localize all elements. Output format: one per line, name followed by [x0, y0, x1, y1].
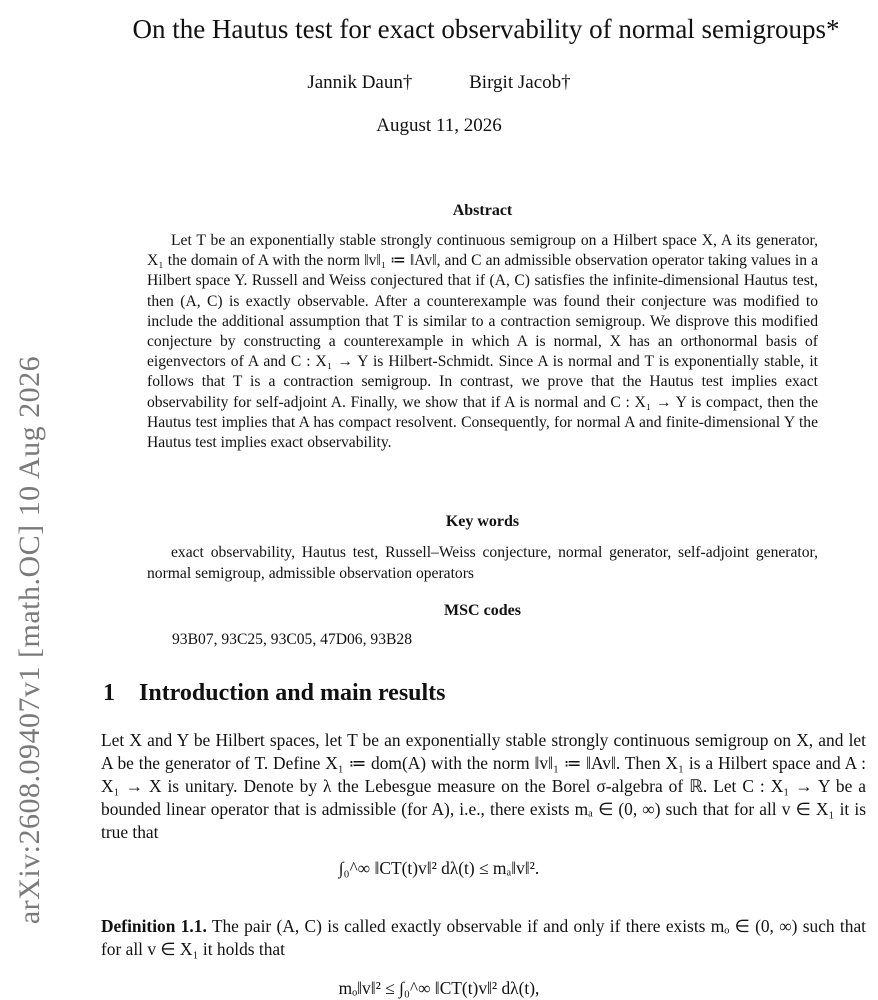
- definition-label: Definition 1.1.: [101, 916, 207, 936]
- arxiv-identifier: arXiv:2608.09407v1 [math.OC] 10 Aug 2026: [13, 355, 47, 925]
- section-number: 1: [103, 680, 115, 706]
- author-name: Jannik Daun†: [307, 72, 413, 93]
- section-title: Introduction and main results: [139, 680, 446, 706]
- msc-codes: 93B07, 93C25, 93C05, 47D06, 93B28: [172, 631, 412, 648]
- msc-heading: MSC codes: [444, 602, 521, 619]
- abstract-heading: Abstract: [452, 202, 513, 219]
- abstract-text: Let T be an exponentially stable strongly continuous semigroup on a Hilbert space X, A its generator, X₁ the domain of A with the norm ‖v‖₁ ≔ ‖Av‖, and C an admissible observation operator taking values in a Hilbert space Y. Russell and Weiss conjectured that if (A, C) satisfies the infinite-dimensional Hautus test, then (A, C) is exactly observable. After a counterexample was found their conjecture was modified to include the additional assumption that T is similar to a contraction semigroup. We disprove this modified conjecture by constructing a counterexample in which A is normal, X has an orthonormal basis of eigenvectors of A and C : X₁ → Y is Hilbert-Schmidt. Since A is normal and T is exponentially stable, it follows that T is a contraction semigroup. In contrast, we prove that the Hautus test implies exact observability for self-adjoint A. Finally, we show that if A is normal and C : X₁ → Y is compact, then the Hautus test implies that A has compact resolvent. Consequently, for normal A and finite-dimensional Y the Hautus test implies exact observability.: [147, 232, 818, 452]
- definition-block: [101, 915, 866, 961]
- section-heading: [103, 680, 446, 707]
- keywords-heading: Key words: [445, 513, 520, 530]
- admissibility-equation: ∫₀^∞ ‖CT(t)v‖² dλ(t) ≤ mₐ‖v‖².: [338, 858, 540, 878]
- author-name: Birgit Jacob†: [469, 72, 571, 93]
- paper-title: On the Hautus test for exact observability of normal semigroups*: [132, 14, 840, 44]
- author-list: [0, 72, 878, 94]
- definition-text: The pair (A, C) is called exactly observable if and only if there exists mₒ ∈ (0, ∞) such that for all v ∈ X₁ it holds that: [101, 916, 867, 959]
- observability-equation: mₒ‖v‖² ≤ ∫₀^∞ ‖CT(t)v‖² dλ(t),: [338, 978, 540, 998]
- keywords-text: exact observability, Hautus test, Russell–Weiss conjecture, normal generator, self-adjoint generator, normal semigroup, admissible observation operators: [147, 544, 818, 582]
- section-paragraph: Let X and Y be Hilbert spaces, let T be an exponentially stable strongly continuous semigroup on X, and let A be the generator of T. Define X₁ ≔ dom(A) with the norm ‖v‖₁ ≔ ‖Av‖. Then X₁ is a Hilbert space and A : X₁ → X is unitary. Denote by λ the Lebesgue measure on the Borel σ-algebra of ℝ. Let C : X₁ → Y be a bounded linear operator that is admissible (for A), i.e., there exists mₐ ∈ (0, ∞) such that for all v ∈ X₁ it is true that: [101, 730, 866, 842]
- paper-date: August 11, 2026: [376, 115, 502, 136]
